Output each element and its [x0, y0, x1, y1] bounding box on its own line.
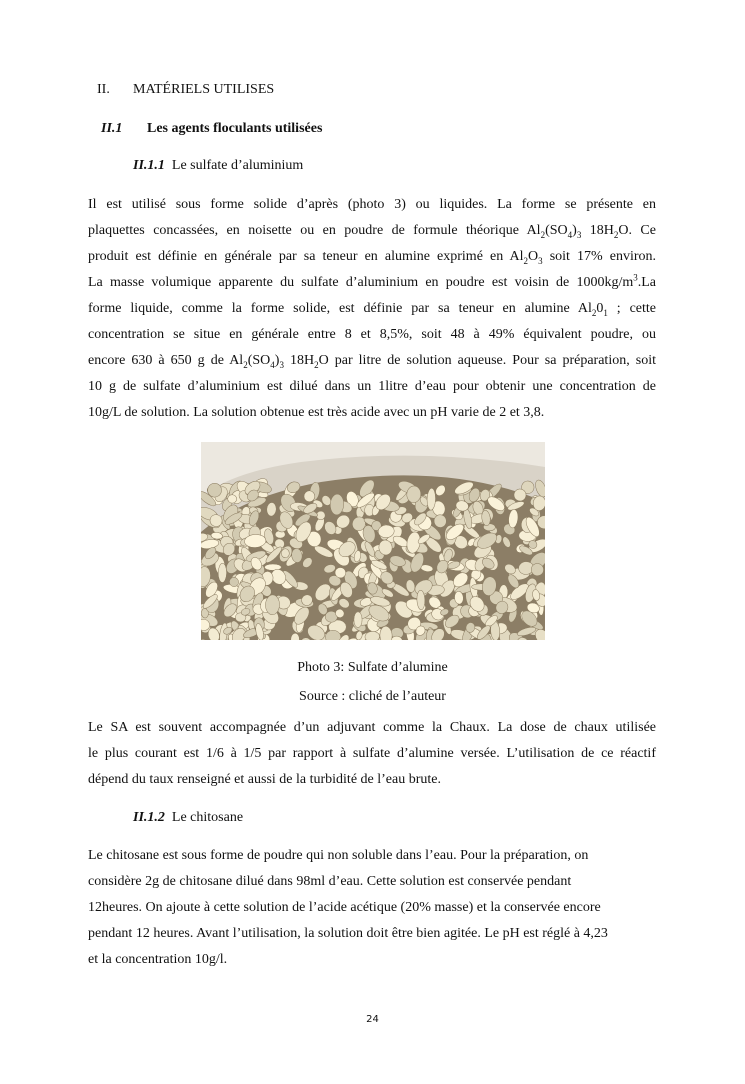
text-line: concentration se situe en générale entre 8 et 8,5%, soit 48 à 49% équivalent poudre, ou — [88, 327, 656, 342]
sub2-heading — [133, 808, 243, 828]
text-line: 12heures. On ajoute à cette solution de l’acide acétique (20% masse) et la conservée encore — [88, 900, 601, 915]
photo-shape — [354, 612, 362, 628]
subsection-number: II.1 — [101, 121, 123, 136]
paragraph-chaux — [88, 715, 656, 793]
text-line: produit est définie en générale par sa teneur en alumine exprimé en $Al_2O_3$ soit 17% environ. — [88, 249, 656, 266]
text-line: Le chitosane est sous forme de poudre qui non soluble dans l’eau. Pour la préparation, on — [88, 848, 589, 863]
subscript: 2 — [314, 359, 319, 370]
photo-image — [201, 442, 545, 640]
text-line: pendant 12 heures. Avant l’utilisation, la solution doit être bien agitée. Le pH est réglé à 4,23 — [88, 926, 608, 941]
text-line: 10 g de sulfate d’aluminium est dilué dans un 1litre d’eau pour obtenir une concentration de — [88, 379, 656, 394]
section-title: MATÉRIELS UTILISES — [133, 82, 275, 97]
subscript: 2 — [523, 255, 528, 266]
text-line: et la concentration 10g/l. — [88, 952, 228, 967]
text-line: dépend du taux renseigné et aussi de la turbidité de l’eau brute. — [88, 772, 441, 787]
subsection-title: Les agents floculants utilisées — [147, 121, 323, 136]
paragraph-chitosane — [88, 843, 656, 973]
text-line: 10g/L de solution. La solution obtenue est très acide avec un pH varie de 2 et 3,8. — [88, 405, 545, 420]
superscript: 3 — [633, 272, 638, 283]
photo-caption: Photo 3: Sulfate d’alumine — [297, 660, 448, 675]
subscript: 4 — [270, 359, 275, 370]
subscript: 3 — [538, 255, 543, 266]
subscript: 2 — [613, 229, 619, 240]
text-line: Il est utilisé sous forme solide d’après (photo 3) ou liquides. La forme se présente en — [88, 197, 656, 212]
text-line: La masse volumique apparente du sulfate d’aluminium en poudre est voisin de $1000kg/m^3.La$ — [88, 272, 656, 290]
sub1-title: Le sulfate d’aluminium — [171, 158, 304, 173]
sub1-heading — [133, 156, 303, 176]
subscript: 2 — [540, 229, 546, 240]
section-number: II. — [97, 82, 110, 97]
section-heading — [97, 80, 275, 100]
subscript: 3 — [576, 229, 582, 240]
subscript: 4 — [567, 229, 573, 240]
sub2-title: Le chitosane — [171, 810, 244, 825]
paragraph-sulfate — [88, 192, 656, 426]
sub2-number: II.1.2 — [133, 810, 165, 825]
sub1-number: II.1.1 — [133, 158, 165, 173]
page-number: 24 — [366, 1014, 379, 1025]
subscript: 3 — [279, 359, 284, 370]
photo-shape — [281, 549, 289, 558]
text-line: encore 630 à 650 g de $Al_2(SO_4)_3$ $18H_2O$ par litre de solution aqueuse. Pour sa préparation, soit — [88, 353, 656, 370]
photo-source: Source : cliché de l’auteur — [299, 689, 446, 704]
subsection-heading — [101, 119, 323, 139]
text-line: le plus courant est 1/6 à 1/5 par rapport à sulfate d’alumine versée. L’utilisation de ce réactif — [88, 746, 656, 761]
text-line: plaquettes concassées, en noisette ou en poudre de formule théorique $Al_2(SO_4)_3$ $18H_2O$. Ce — [88, 223, 656, 240]
text-line: Le SA est souvent accompagnée d’un adjuvant comme la Chaux. La dose de chaux utilisée — [88, 720, 656, 735]
photo-sulfate-alumine — [201, 442, 545, 640]
photo-shape — [218, 563, 227, 582]
subscript: 2 — [591, 307, 597, 318]
subscript: 2 — [243, 359, 248, 370]
text-line: forme liquide, comme la forme solide, est définie par sa teneur en alumine $Al_20_1$ ; cette — [88, 301, 656, 318]
text-line: considère 2g de chitosane dilué dans 98ml d’eau. Cette solution est conservée pendant — [88, 874, 572, 889]
photo-shape — [304, 491, 315, 502]
subscript: 1 — [603, 307, 608, 318]
